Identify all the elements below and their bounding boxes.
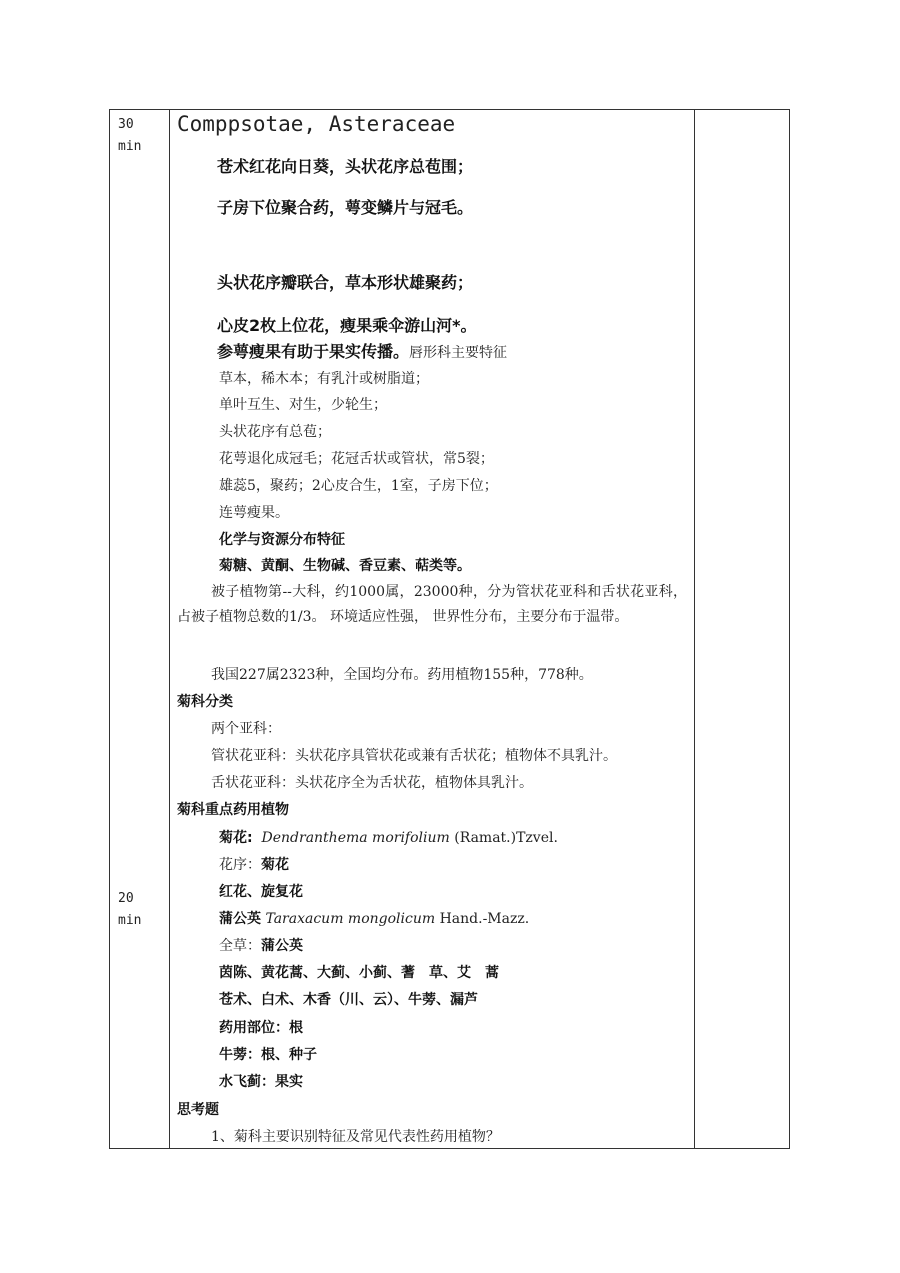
classification-intro: 两个亚科： (211, 721, 281, 737)
china-distribution: 我国227属2323种，全国均分布。药用植物155种，778种。 (211, 667, 593, 683)
time-label-30: 30 min (118, 117, 142, 154)
mnemonic-line-4: 心皮2枚上位花，瘦果乘伞游山河*。 (217, 316, 477, 335)
mnemonic-line-5: 参萼瘦果有助于果实传播。唇形科主要特征 (217, 342, 508, 361)
chemistry-compounds: 菊糖、黄酮、生物碱、香豆素、萜类等。 (219, 558, 471, 574)
time-label-20: 20 min (118, 891, 142, 928)
feature-item: 连萼瘦果。 (219, 505, 289, 521)
feature-item: 草本，稀木本；有乳汁或树脂道； (219, 371, 429, 387)
chemistry-title: 化学与资源分布特征 (219, 532, 345, 548)
plant-cangzhu: 苍术、白术、木香（川、云）、牛蒡、漏芦 (219, 992, 478, 1008)
plant-juhua: 菊花: Dendranthema morifolium (Ramat.)Tzvel. (219, 830, 558, 846)
plant-pugongying: 蒲公英 Taraxacum mongolicum Hand.-Mazz. (219, 911, 530, 927)
plant-honghua: 红花、旋复花 (219, 884, 303, 900)
mnemonic-line-1: 苍术红花向日葵，头状花序总苞围； (217, 157, 474, 176)
lesson-table (109, 109, 790, 1149)
plant-shuifeiji: 水飞蓟：果实 (219, 1074, 303, 1090)
mnemonic-line-2: 子房下位聚合药，萼变鳞片与冠毛。 (217, 198, 474, 217)
questions-title: 思考题 (177, 1102, 219, 1118)
family-heading: Comppsotae, Asteraceae (177, 112, 456, 136)
plant-yaoyong: 药用部位：根 (219, 1020, 303, 1036)
plant-yinchen: 茵陈、黄花蒿、大蓟、小蓟、蓍 草、艾 蒿 (219, 965, 499, 981)
plant-huaxu: 花序：菊花 (219, 857, 289, 873)
mnemonic-line-3: 头状花序瓣联合，草本形状雄聚药； (217, 273, 474, 292)
plant-quancao: 全草：蒲公英 (219, 938, 303, 954)
classification-title: 菊科分类 (177, 694, 233, 710)
feature-item: 单叶互生、对生，少轮生； (219, 397, 387, 413)
subfamily-liguliflorae: 舌状花亚科：头状花序全为舌状花，植物体具乳汁。 (211, 775, 533, 791)
feature-item: 头状花序有总苞； (219, 424, 331, 440)
distribution-paragraph: 被子植物第--大科，约1000属，23000种，分为管状花亚科和舌状花亚科，占被子植物总数的1/3。 环境适应性强， 世界性分布，主要分布于温带。 (177, 584, 687, 625)
feature-item: 花萼退化成冠毛；花冠舌状或管状，常5裂； (219, 451, 494, 467)
question-1: 1、菊科主要识别特征及常见代表性药用植物？ (211, 1129, 500, 1145)
feature-item: 雄蕊5，聚药；2心皮合生，1室，子房下位； (219, 478, 498, 494)
subfamily-tubuliflorae: 管状花亚科：头状花序具管状花或兼有舌状花；植物体不具乳汁。 (211, 748, 617, 764)
plant-niubang: 牛蒡：根、种子 (219, 1047, 317, 1063)
column-divider-notes (694, 110, 695, 1148)
column-divider-time (169, 110, 170, 1148)
plants-title: 菊科重点药用植物 (177, 802, 289, 818)
